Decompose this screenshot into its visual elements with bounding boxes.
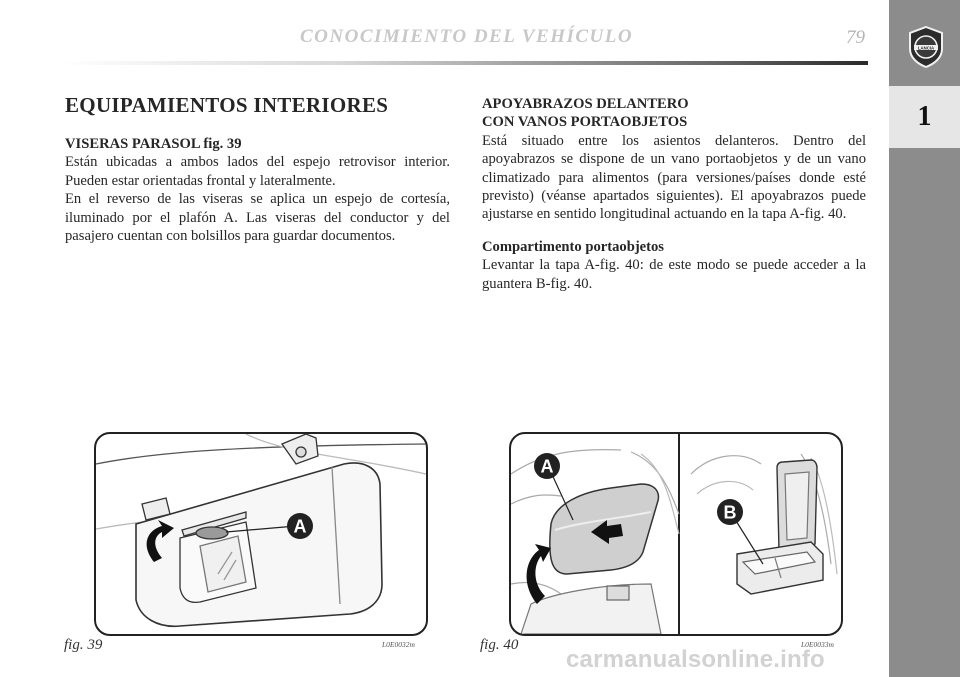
visors-paragraph-2: En el reverso de las viseras se aplica un espejo de cortesía, iluminado por el plafón A. Las viseras del conductor y del pasajero cuentan con bolsillos para guardar documentos. — [65, 191, 450, 245]
chapter-box — [889, 86, 960, 148]
running-header-title: CONOCIMIENTO DEL VEHÍCULO — [300, 26, 634, 47]
page-number: 79 — [846, 27, 865, 48]
chapter-number: 1 — [917, 101, 932, 132]
left-column — [65, 92, 450, 245]
figure-39-caption: fig. 39 — [64, 637, 103, 653]
figure-40-code: L0E0033m — [801, 640, 834, 649]
visors-subheading: VISERAS PARASOL fig. 39 — [65, 136, 242, 152]
callout-b-label: B — [723, 502, 737, 523]
callout-a-label: A — [540, 456, 554, 477]
right-column — [482, 95, 866, 293]
figure-40-illustration — [509, 432, 843, 636]
watermark: carmanualsonline.info — [566, 646, 825, 673]
armrest-heading-line-2: CON VANOS PORTAOBJETOS — [482, 114, 688, 131]
callout-a-label: A — [293, 516, 307, 537]
lancia-logo-icon — [906, 25, 946, 69]
figure-39-code: L0E0032m — [382, 640, 415, 649]
armrest-drawing — [511, 434, 841, 634]
armrest-paragraph-1: Está situado entre los asientos delanteros. Dentro del apoyabrazos se dispone de un vano portaobjetos y de un vano climatizado para alimentos (para versiones/países donde esté previsto) (véanse apartados siguientes). El apoyabrazos puede ajustarse en sentido longitudinal actuando en la tapa A-fig. 40. — [482, 132, 866, 223]
compartment-subheading: Compartimento portaobjetos — [482, 238, 664, 255]
compartment-paragraph: Levantar la tapa A-fig. 40: de este modo se puede acceder a la guantera B-fig. 40. — [482, 257, 866, 292]
header-rule — [60, 61, 868, 65]
figure-39-illustration — [94, 432, 428, 636]
sun-visor-drawing — [96, 434, 426, 634]
visors-paragraph-1: Están ubicadas a ambos lados del espejo retrovisor interior. Pueden estar orientadas frontal y lateralmente. — [65, 154, 450, 189]
armrest-heading-line-1: APOYABRAZOS DELANTERO — [482, 96, 689, 112]
section-heading: EQUIPAMIENTOS INTERIORES — [65, 93, 389, 117]
logo-text: LANCIA — [917, 45, 935, 51]
figure-40-caption: fig. 40 — [480, 637, 519, 653]
